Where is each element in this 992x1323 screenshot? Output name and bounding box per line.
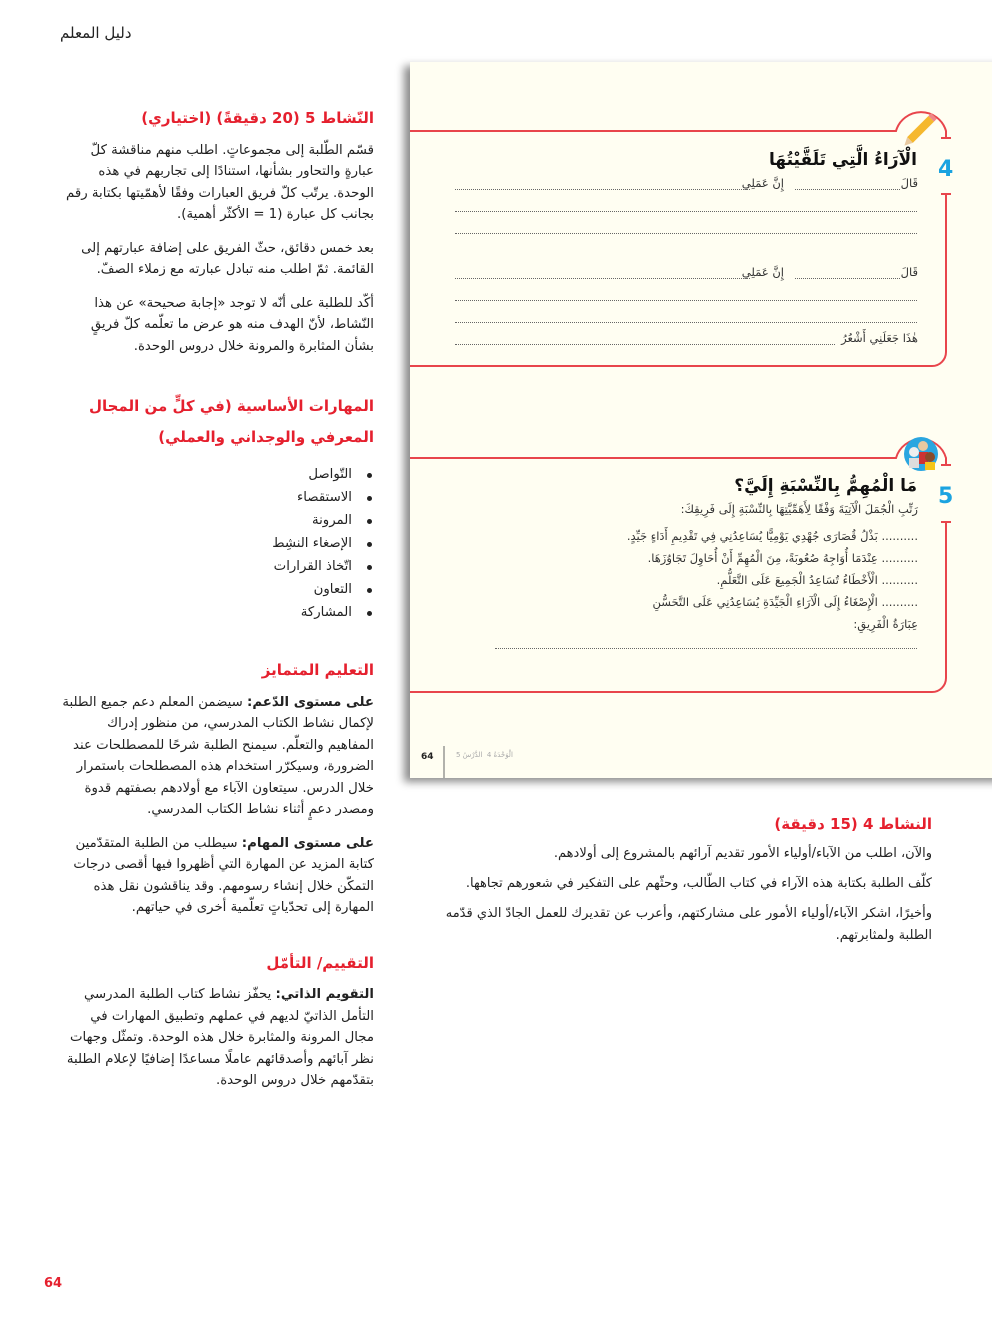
family-icon — [904, 437, 938, 471]
section5-instruction: رَتِّبِ الْجُمَلَ الْآتِيَةَ وَفْقًا لِأَهَمِّيَّتِهَا بِالنِّسْبَةِ إِلَى فَرِيقِكَ: — [680, 502, 918, 516]
ranking-item — [627, 569, 918, 591]
skill-item: اتّخاذ القرارات — [59, 555, 374, 578]
section5-title: مَا الْمُهِمُّ بِالنِّسْبَةِ إِلَيَّ؟ — [734, 476, 917, 496]
team-statement-label: عِبَارَةُ الْفَرِيقِ: — [853, 617, 918, 631]
said-label: قَالَ — [900, 176, 918, 190]
rank-blank[interactable]: .......... — [881, 529, 918, 543]
pencil-icon — [902, 113, 937, 148]
task-label: على مستوى المهام: — [241, 835, 374, 851]
activity5-para: أكّد للطلبة على أنّه لا توجد «إجابة صحيحة» عن هذا النّشاط، لأنّ الهدف منه هو عرض ما تعلّمه كلّ فريقٍ بشأن المثابرة والمرونة خلال دروس الوحدة. — [90, 295, 374, 354]
task-para — [59, 833, 374, 919]
ranking-list — [627, 525, 918, 635]
activity5-para: بعد خمس دقائق، حثّ الفريق على إضافة عبارتهم إلى القائمة. ثمّ اطلب منه تبادل عبارته مع زملاء الصفّ. — [81, 240, 374, 277]
assess-label: التقويم الذاتي: — [275, 987, 374, 1002]
made-feel-label: هٰذَا جَعَلَنِي أَشْعُرُ — [841, 331, 918, 345]
activity5-title: النّشاط 5 (20 دقيقةً) (اختياري) — [141, 109, 374, 127]
skill-item: التعاون — [59, 578, 374, 601]
ranking-item — [627, 525, 918, 547]
assess-text: يحفّز نشاط كتاب الطلبة المدرسي التأمل الذاتيّ لديهم في عملهم وتطبيق المهارات في مجال المرونة والمثابرة خلال هذه الوحدة. وتمثّل وجهات نظر آبائهم وأصدقائهم عاملًا مساعدًا إضافيًا لإعلام الطلبة بتقدّمهم خلال دروس الوحدة. — [66, 987, 374, 1088]
activity4-para: وأخيرًا، اشكر الآباء/أولياء الأمور على مشاركتهم، وأعرب عن تقديرك للعمل الجادّ الذي قدّمه الطلبة ولمثابرتهم. — [445, 906, 932, 943]
book-footer-unit: الْوَحْدَةُ 4 الدَّرْسُ 5 — [456, 751, 513, 759]
support-text: سيضمن المعلم دعم جميع الطلبة لإكمال نشاط الكتاب المدرسي، من منظور إدراك المفاهيم والتعلّم. سيمنح الطلبة شرحًا للمصطلحات عند الضرورة، وسيكرّر استخدام هذه المصطلحات باستمرار خلال الدرس. سيتعاون الآباء مع أولادهم بصفتهم قدوة ومصدر دعمٍ أثناء نشاط الكتاب المدرسي. — [62, 694, 374, 817]
skills-title: المهارات الأساسية (في كلٍّ من المجال المعرفي والوجداني والعملي) — [88, 397, 374, 446]
rank-blank[interactable]: .......... — [881, 595, 918, 609]
activity4-title: النشاط 4 (15 دقيقة) — [774, 815, 932, 833]
assess-title: التقييم/ التأمّل — [266, 953, 374, 972]
skill-item: الاستقصاء — [59, 486, 374, 509]
work-label: إِنَّ عَمَلِي — [741, 176, 784, 190]
page-number: 64 — [44, 1276, 63, 1291]
activity4-para: كلّف الطلبة بكتابة هذه الآراء في كتاب الطّالب، وحثّهم على التفكير في شعورهم تجاهها. — [465, 876, 932, 891]
work-label: إِنَّ عَمَلِي — [741, 265, 784, 279]
ranking-text: الْأَخْطَاءُ تُسَاعِدُ الْجَمِيعَ عَلَى التَّعَلُّمِ. — [716, 573, 878, 587]
skill-item: المرونة — [59, 509, 374, 532]
ranking-text: بَذْلُ قُصَارَى جُهْدِي يَوْمِيًّا يُسَاعِدُنِي فِي تَقْدِيمِ أَدَاءٍ جَيِّدٍ. — [626, 529, 878, 543]
skills-list — [59, 463, 374, 624]
section4-title: الْآرَاءُ الَّتِي تَلَقَّيْتُهَا — [768, 150, 917, 170]
activity5-para: قسّم الطّلبة إلى مجموعاتٍ. اطلب منهم مناقشة كلّ عبارةٍ والتحاور بشأنها، استنادًا إلى تجاربهم في هذه الوحدة. يرتّب كلّ فريق العبارات وفقًا لأهمّيتها بكتابة رقم بجانب كل عبارة (1 = الأكثّر أهمية). — [66, 142, 374, 222]
support-para — [59, 692, 374, 821]
rank-blank[interactable]: .......... — [881, 573, 918, 587]
ranking-item — [627, 547, 918, 569]
section5-number: 5 — [938, 484, 954, 509]
book-page-number: 64 — [421, 752, 434, 762]
skill-item: التّواصل — [59, 463, 374, 486]
student-book-page — [410, 62, 992, 778]
ranking-item — [627, 591, 918, 613]
ranking-text: عِنْدَمَا أُوَاجِهُ صُعُوبَةً، مِنَ الْمُهِمِّ أَنْ أُحَاوِلَ تَجَاوُزَهَا. — [647, 551, 878, 565]
activity4-para: والآن، اطلب من الآباء/أولياء الأمور تقديم آرائهم بالمشروع إلى أولادهم. — [553, 846, 932, 861]
task-text: سيطلب من الطلبة المتقدّمين كتابة المزيد عن المهارة التي أظهروا فيها أقصى درجات التمكّن خلال إنشاء رسومهم. وقد يناقشون نقل هذه المهارة إلى تحدّياتٍ تعلّمية أخرى في حياتهم. — [73, 835, 374, 915]
diff-title: التعليم المتمايز — [261, 661, 374, 679]
activity4-block — [420, 813, 932, 959]
rank-blank[interactable]: .......... — [881, 551, 918, 565]
assess-para — [59, 984, 374, 1092]
skill-item: الإصغاء النشِط — [59, 532, 374, 555]
support-label: على مستوى الدّعم: — [247, 694, 374, 710]
skill-item: المشاركة — [59, 601, 374, 624]
ranking-text: الْإِصْغَاءُ إِلَى الْآرَاءِ الْجَيِّدَةِ يُسَاعِدُنِي عَلَى التَّحَسُّنِ — [652, 595, 878, 609]
said-label: قَالَ — [900, 265, 918, 279]
left-column — [59, 108, 374, 1104]
guide-header: دليل المعلم — [60, 24, 132, 42]
section4-number: 4 — [938, 157, 954, 182]
